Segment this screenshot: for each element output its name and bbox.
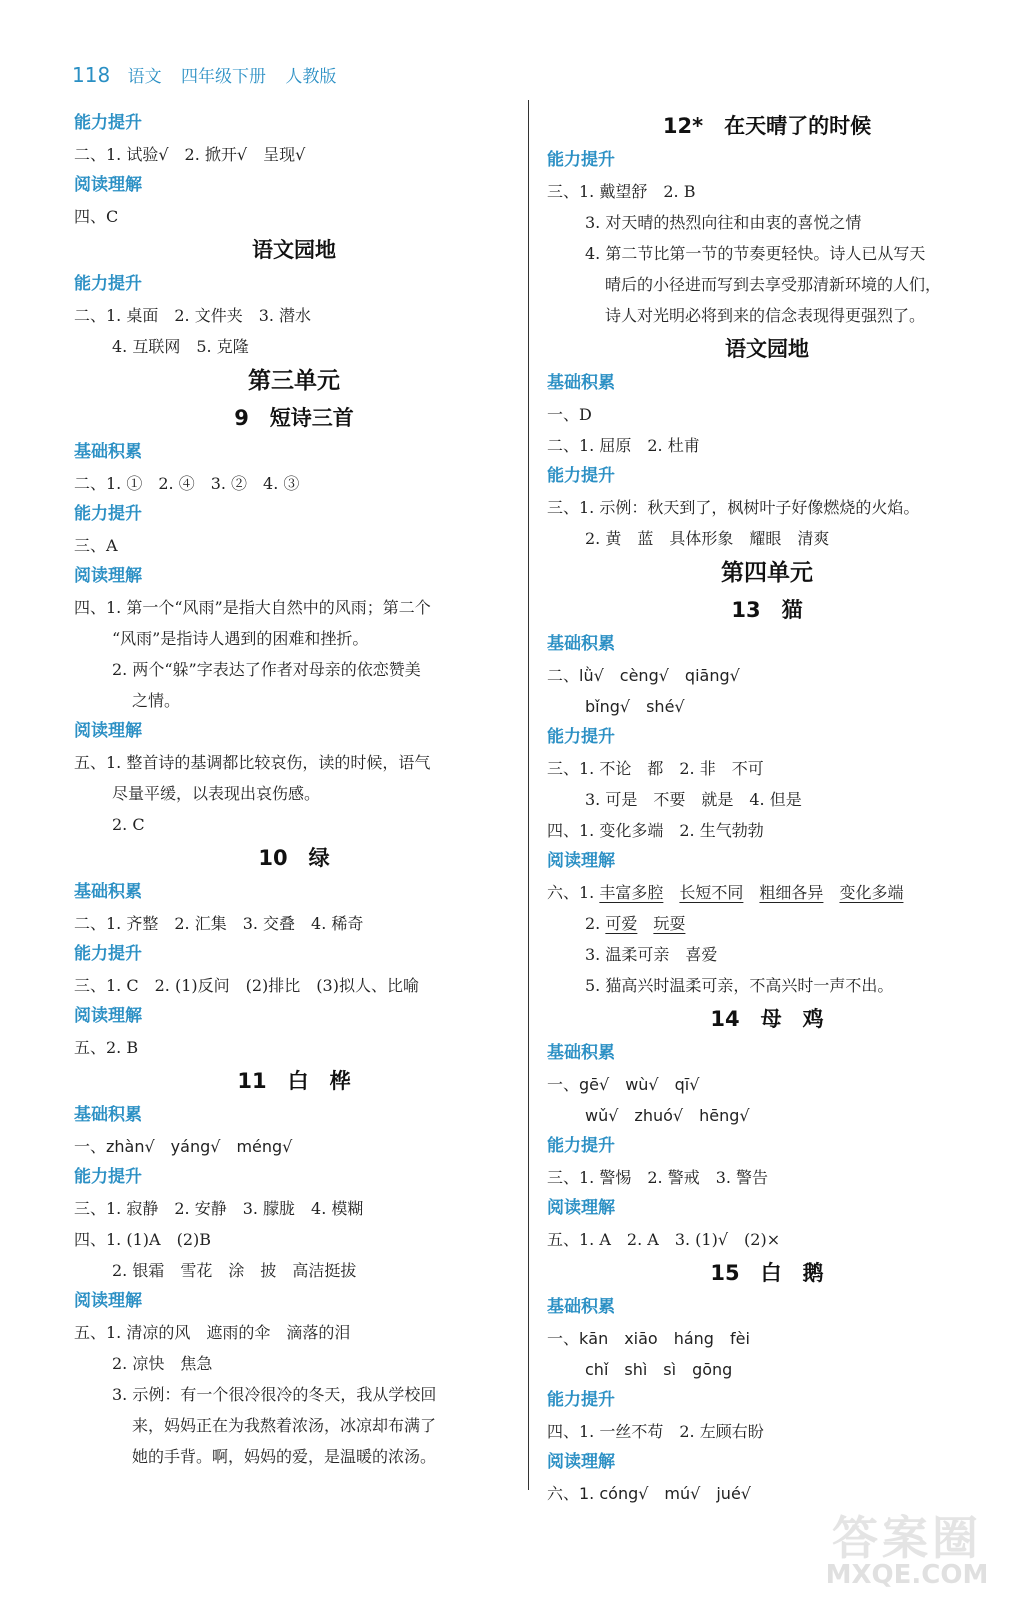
underlined-answer: 长短不同 [679, 883, 744, 902]
answer-line: 四、1. 第一个“风雨”是指大自然中的风雨；第二个 [74, 598, 431, 617]
section-heading: 阅读理解 [74, 175, 142, 195]
answer-line: 二、1. 齐整 2. 汇集 3. 交叠 4. 稀奇 [74, 914, 364, 933]
section-heading: 能力提升 [547, 1136, 615, 1156]
answer-line: 5. 猫高兴时温柔可亲，不高兴时一声不出。 [585, 976, 894, 995]
edition-label: 人教版 [285, 67, 337, 87]
answer-line: 3. 示例：有一个很冷很冷的冬天，我从学校回 [112, 1385, 437, 1404]
answer-line: 之情。 [132, 691, 181, 710]
answer-line: 一、kān xiāo háng fèi [547, 1329, 750, 1348]
section-heading: 能力提升 [74, 274, 142, 294]
section-heading: 阅读理解 [74, 566, 142, 586]
underlined-answer: 粗细各异 [759, 883, 824, 902]
section-heading: 基础积累 [74, 1105, 142, 1125]
answer-line: 三、A [74, 536, 118, 555]
answer-line: 四、1. (1)A (2)B [74, 1230, 211, 1249]
section-heading: 阅读理解 [74, 1291, 142, 1311]
answer-line: 五、1. A 2. A 3. (1)√ (2)× [547, 1230, 781, 1249]
answer-line: 三、1. 不论 都 2. 非 不可 [547, 759, 764, 778]
section-heading: 能力提升 [547, 466, 615, 486]
page-number: 118 [72, 63, 111, 87]
section-heading: 基础积累 [547, 373, 615, 393]
answer-line: chǐ shì sì gōng [585, 1360, 733, 1379]
lesson-title: 15 白 鹅 [710, 1261, 824, 1285]
answer-line [547, 877, 987, 908]
underlined-answer: 可爱 [605, 914, 638, 933]
answer-line: 六、1. cóng√ mú√ jué√ [547, 1484, 751, 1503]
answer-line: 2. 银霜 雪花 涂 披 高洁挺拔 [112, 1261, 357, 1280]
section-heading: 阅读理解 [547, 1198, 615, 1218]
section-heading: 基础积累 [547, 1043, 615, 1063]
answer-line: 三、1. 戴望舒 2. B [547, 182, 696, 201]
section-heading: 能力提升 [74, 944, 142, 964]
section-heading: 能力提升 [74, 1167, 142, 1187]
section-heading: 基础积累 [547, 1297, 615, 1317]
lesson-title: 语文园地 [252, 238, 336, 262]
answer-line: 三、1. C 2. (1)反问 (2)排比 (3)拟人、比喻 [74, 976, 419, 995]
lesson-title: 9 短诗三首 [234, 406, 354, 430]
unit-title: 第三单元 [248, 368, 340, 394]
left-column [74, 108, 514, 1472]
lesson-title: 13 猫 [731, 598, 803, 622]
answer-line: 3. 可是 不要 就是 4. 但是 [585, 790, 802, 809]
underlined-answer: 玩耍 [653, 914, 686, 933]
section-heading: 阅读理解 [547, 851, 615, 871]
underlined-answer: 丰富多腔 [599, 883, 664, 902]
section-heading: 能力提升 [547, 1390, 615, 1410]
answer-line [547, 908, 987, 939]
section-heading: 阅读理解 [74, 721, 142, 741]
lesson-title: 10 绿 [258, 846, 330, 870]
answer-line: 4. 互联网 5. 克隆 [112, 337, 249, 356]
section-heading: 能力提升 [547, 727, 615, 747]
answer-line: 四、1. 变化多端 2. 生气勃勃 [547, 821, 764, 840]
answer-prefix: 六、1. [547, 883, 600, 902]
answer-prefix: 2. [585, 914, 606, 933]
page-header [72, 62, 350, 87]
answer-line: 一、D [547, 405, 592, 424]
section-heading: 阅读理解 [74, 1006, 142, 1026]
answer-line: 一、gē√ wù√ qī√ [547, 1075, 700, 1094]
answer-line: 3. 温柔可亲 喜爱 [585, 945, 718, 964]
answer-line: 她的手背。啊，妈妈的爱，是温暖的浓汤。 [132, 1447, 437, 1466]
answer-line: 四、1. 一丝不苟 2. 左顾右盼 [547, 1422, 764, 1441]
answer-line: 五、1. 清凉的风 遮雨的伞 滴落的泪 [74, 1323, 351, 1342]
lesson-title: 14 母 鸡 [710, 1007, 824, 1031]
column-divider [528, 100, 529, 1490]
answer-line: 二、1. 屈原 2. 杜甫 [547, 436, 700, 455]
grade-label: 四年级下册 [181, 67, 266, 87]
answer-line: 一、zhàn√ yáng√ méng√ [74, 1137, 293, 1156]
answer-line: 三、1. 寂静 2. 安静 3. 朦胧 4. 模糊 [74, 1199, 364, 1218]
section-heading: 基础积累 [547, 634, 615, 654]
section-heading: 基础积累 [74, 442, 142, 462]
section-heading: 基础积累 [74, 882, 142, 902]
answer-line: 晴后的小径进而写到去享受那清新环境的人们， [605, 275, 942, 294]
answer-line: 五、1. 整首诗的基调都比较哀伤，读的时候，语气 [74, 753, 431, 772]
answer-line: 3. 对天晴的热烈向往和由衷的喜悦之情 [585, 213, 862, 232]
answer-line: 来，妈妈正在为我熬着浓汤，冰凉却布满了 [132, 1416, 437, 1435]
answer-line: “风雨”是指诗人遇到的困难和挫折。 [112, 629, 369, 648]
section-heading: 能力提升 [74, 113, 142, 133]
answer-line: 4. 第二节比第一节的节奏更轻快。诗人已从写天 [585, 244, 926, 263]
answer-line: 二、1. ① 2. ④ 3. ② 4. ③ [74, 474, 300, 493]
answer-line: 尽量平缓，以表现出哀伤感。 [112, 784, 321, 803]
answer-line: 三、1. 警惕 2. 警戒 3. 警告 [547, 1168, 769, 1187]
answer-line: 2. C [112, 815, 145, 834]
watermark-logo [812, 1502, 1002, 1594]
section-heading: 能力提升 [74, 504, 142, 524]
lesson-title: 12* 在天晴了的时候 [662, 114, 872, 138]
answer-line: 2. 两个“躲”字表达了作者对母亲的依恋赞美 [112, 660, 421, 679]
answer-line: 四、C [74, 207, 119, 226]
answer-line: wǔ√ zhuó√ hēng√ [585, 1106, 750, 1125]
answer-line: 2. 黄 蓝 具体形象 耀眼 清爽 [585, 529, 830, 548]
lesson-title: 语文园地 [725, 337, 809, 361]
subject-label: 语文 [127, 67, 162, 87]
answer-line: 三、1. 示例：秋天到了，枫树叶子好像燃烧的火焰。 [547, 498, 920, 517]
answer-line: bǐng√ shé√ [585, 697, 685, 716]
watermark-text: 答案圈 [832, 1511, 982, 1565]
answer-line: 五、2. B [74, 1038, 139, 1057]
section-heading: 能力提升 [547, 150, 615, 170]
answer-line: 二、1. 试验√ 2. 掀开√ 呈现√ [74, 145, 306, 164]
answer-line: 2. 凉快 焦急 [112, 1354, 213, 1373]
lesson-title: 11 白 桦 [237, 1069, 351, 1093]
underlined-answer: 变化多端 [839, 883, 904, 902]
right-column [547, 108, 987, 1509]
answer-line: 二、1. 桌面 2. 文件夹 3. 潜水 [74, 306, 312, 325]
watermark-url: MXQE.COM [825, 1560, 989, 1590]
answer-line: 二、lǜ√ cèng√ qiāng√ [547, 666, 740, 685]
section-heading: 阅读理解 [547, 1452, 615, 1472]
answer-line: 诗人对光明必将到来的信念表现得更强烈了。 [605, 306, 926, 325]
unit-title: 第四单元 [721, 560, 813, 586]
